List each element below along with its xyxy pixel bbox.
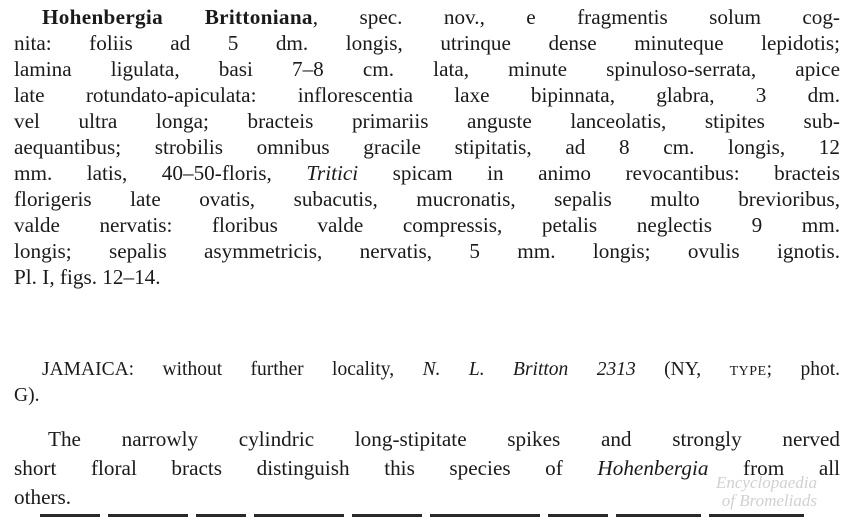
diagnostic-note bbox=[14, 425, 840, 512]
description-line-11: Pl. I, figs. 12–14. bbox=[14, 265, 161, 289]
type-label: type bbox=[729, 359, 767, 380]
note-line-3: others. bbox=[14, 485, 72, 509]
specimen-line-1: JAMAICA: without further locality, N. L. Britton 2313 (NY, type; phot. bbox=[42, 359, 840, 380]
description-line-4: late rotundato-apiculata: inflorescentia laxe bipinnata, glabra, 3 dm. bbox=[14, 83, 840, 107]
collector: N. L. Britton 2313 bbox=[422, 359, 636, 380]
note-line-2: short floral bracts distinguish this species of Hohenbergia from all bbox=[14, 456, 840, 480]
species-description bbox=[14, 4, 840, 290]
specimen-line-2: G). bbox=[14, 385, 40, 406]
italic-genus-tritici: Tritici bbox=[306, 161, 359, 185]
description-line-10: longis; sepalis asymmetricis, nervatis, 5 mm. longis; ovulis ignotis. bbox=[14, 239, 840, 263]
italic-genus-hohenbergia: Hohenbergia bbox=[597, 456, 709, 480]
note-line-1: The narrowly cylindric long-stipitate spikes and strongly nerved bbox=[48, 427, 840, 451]
watermark-line-1: Encyclopaedia bbox=[715, 473, 817, 492]
watermark-line-2: of Bromeliads bbox=[721, 491, 817, 510]
description-line-5: vel ultra longa; bracteis primariis anguste lanceolatis, stipites sub- bbox=[14, 109, 840, 133]
species-name: Hohenbergia Brittoniana bbox=[42, 5, 313, 29]
description-line-8: florigeris late ovatis, subacutis, mucronatis, sepalis multo brevioribus, bbox=[14, 187, 840, 211]
description-line-2: nita: foliis ad 5 dm. longis, utrinque dense minuteque lepidotis; bbox=[14, 31, 840, 55]
description-line-6: aequantibus; strobilis omnibus gracile stipitatis, ad 8 cm. longis, 12 bbox=[14, 135, 840, 159]
locality: JAMAICA: without further locality, bbox=[42, 359, 395, 380]
description-line-9: valde nervatis: floribus valde compressis, petalis neglectis 9 mm. bbox=[14, 213, 840, 237]
specimen-citation bbox=[14, 357, 840, 409]
cut-off-next-line bbox=[40, 514, 840, 523]
description-line-1: Hohenbergia Brittoniana, spec. nov., e fragmentis solum cog- bbox=[42, 5, 840, 29]
description-line-7: mm. latis, 40–50-floris, Tritici spicam in animo revocantibus: bracteis bbox=[14, 161, 840, 185]
description-line-3: lamina ligulata, basi 7–8 cm. lata, minute spinuloso-serrata, apice bbox=[14, 57, 840, 81]
